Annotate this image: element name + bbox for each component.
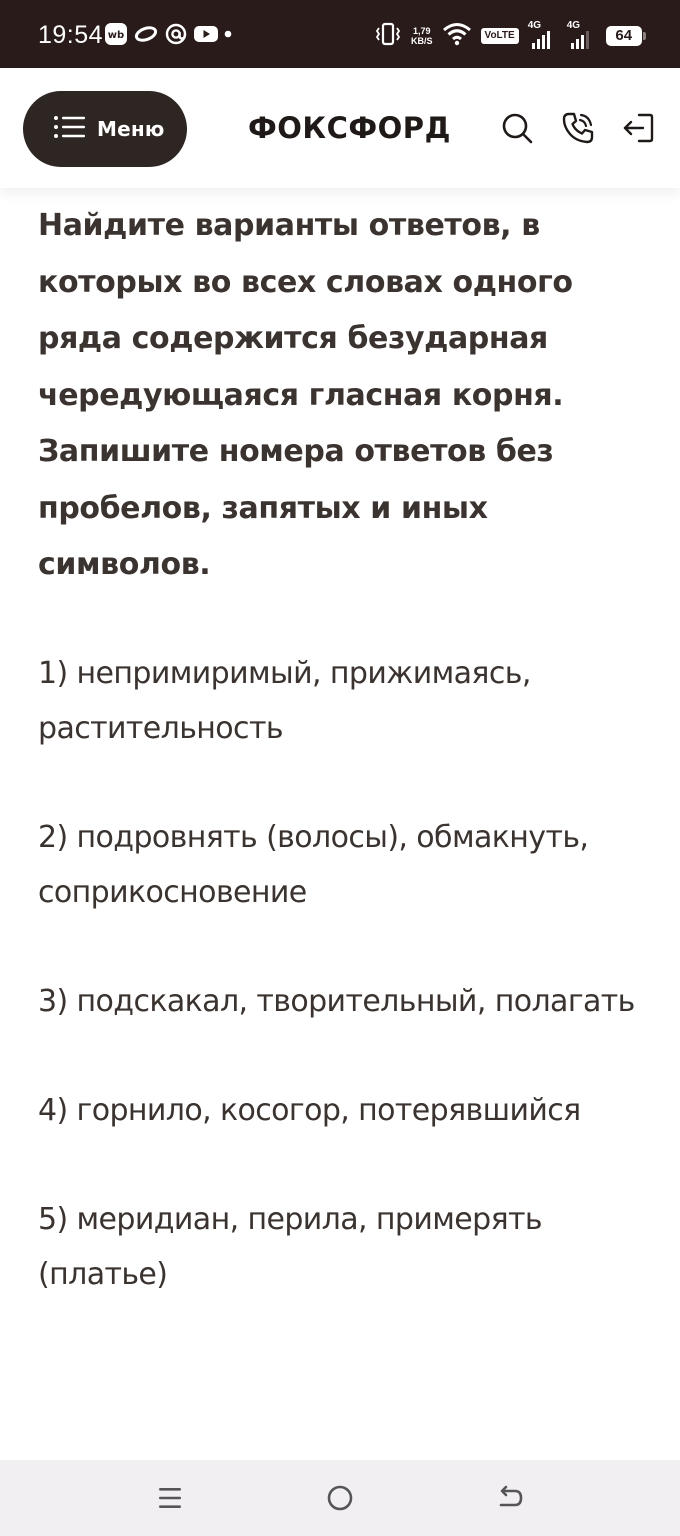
- system-navigation-bar: [0, 1460, 680, 1536]
- answer-option: 4) горнило, косогор, потерявшийся: [38, 1092, 581, 1128]
- answer-option: 2) подровнять (волосы), обмакнуть, соприкосновение: [38, 819, 589, 910]
- home-icon[interactable]: [324, 1482, 356, 1514]
- status-time: 19:54: [38, 21, 104, 49]
- answer-option: 3) подскакал, творительный, полагать: [38, 983, 635, 1019]
- task-content: [38, 198, 648, 1356]
- search-icon[interactable]: [499, 110, 535, 146]
- recent-apps-icon[interactable]: [154, 1482, 186, 1514]
- wifi-icon: [442, 22, 472, 50]
- wb-app-icon: [104, 22, 128, 50]
- phone-icon[interactable]: [560, 110, 596, 146]
- sim2-network-label: 4G: [566, 20, 581, 31]
- login-icon[interactable]: [620, 110, 656, 146]
- hamburger-icon: [53, 114, 87, 144]
- sim1-signal: [528, 21, 558, 51]
- vibrate-icon: [374, 21, 402, 51]
- status-bar: [0, 0, 680, 68]
- oval-app-icon: [133, 22, 159, 50]
- battery-indicator: 64: [606, 26, 642, 46]
- question-text: Найдите варианты ответов, в которых во всех словах одного ряда содержится безударная чередующаяся гласная корня. Запишите номера ответов без пробелов, запятых и иных символов.: [38, 208, 573, 582]
- back-icon[interactable]: [494, 1482, 526, 1514]
- sim2-signal: [567, 21, 597, 51]
- svg-text:wb: wb: [107, 30, 125, 41]
- menu-button[interactable]: [23, 91, 187, 167]
- brand-logo[interactable]: ФОКСФОРД: [248, 111, 451, 145]
- answer-options: [38, 646, 648, 1302]
- at-sign-icon: [164, 22, 188, 50]
- youtube-icon: [193, 23, 219, 49]
- site-header: [0, 68, 680, 188]
- dot-icon: [224, 22, 232, 50]
- network-speed: [411, 26, 433, 46]
- status-system-icons: [374, 20, 642, 52]
- network-speed-value: 1,79: [412, 26, 431, 36]
- volte-badge: VoLTE: [481, 28, 519, 44]
- signal-icon: [567, 21, 597, 51]
- status-notification-icons: [104, 22, 232, 50]
- answer-option: 1) непримиримый, прижимаясь, растительность: [38, 655, 531, 746]
- answer-option: 5) меридиан, перила, примерять (платье): [38, 1201, 542, 1292]
- sim1-network-label: 4G: [527, 20, 542, 31]
- signal-icon: [528, 21, 558, 51]
- network-speed-unit: KB/S: [411, 36, 433, 46]
- menu-button-label: Меню: [97, 117, 165, 141]
